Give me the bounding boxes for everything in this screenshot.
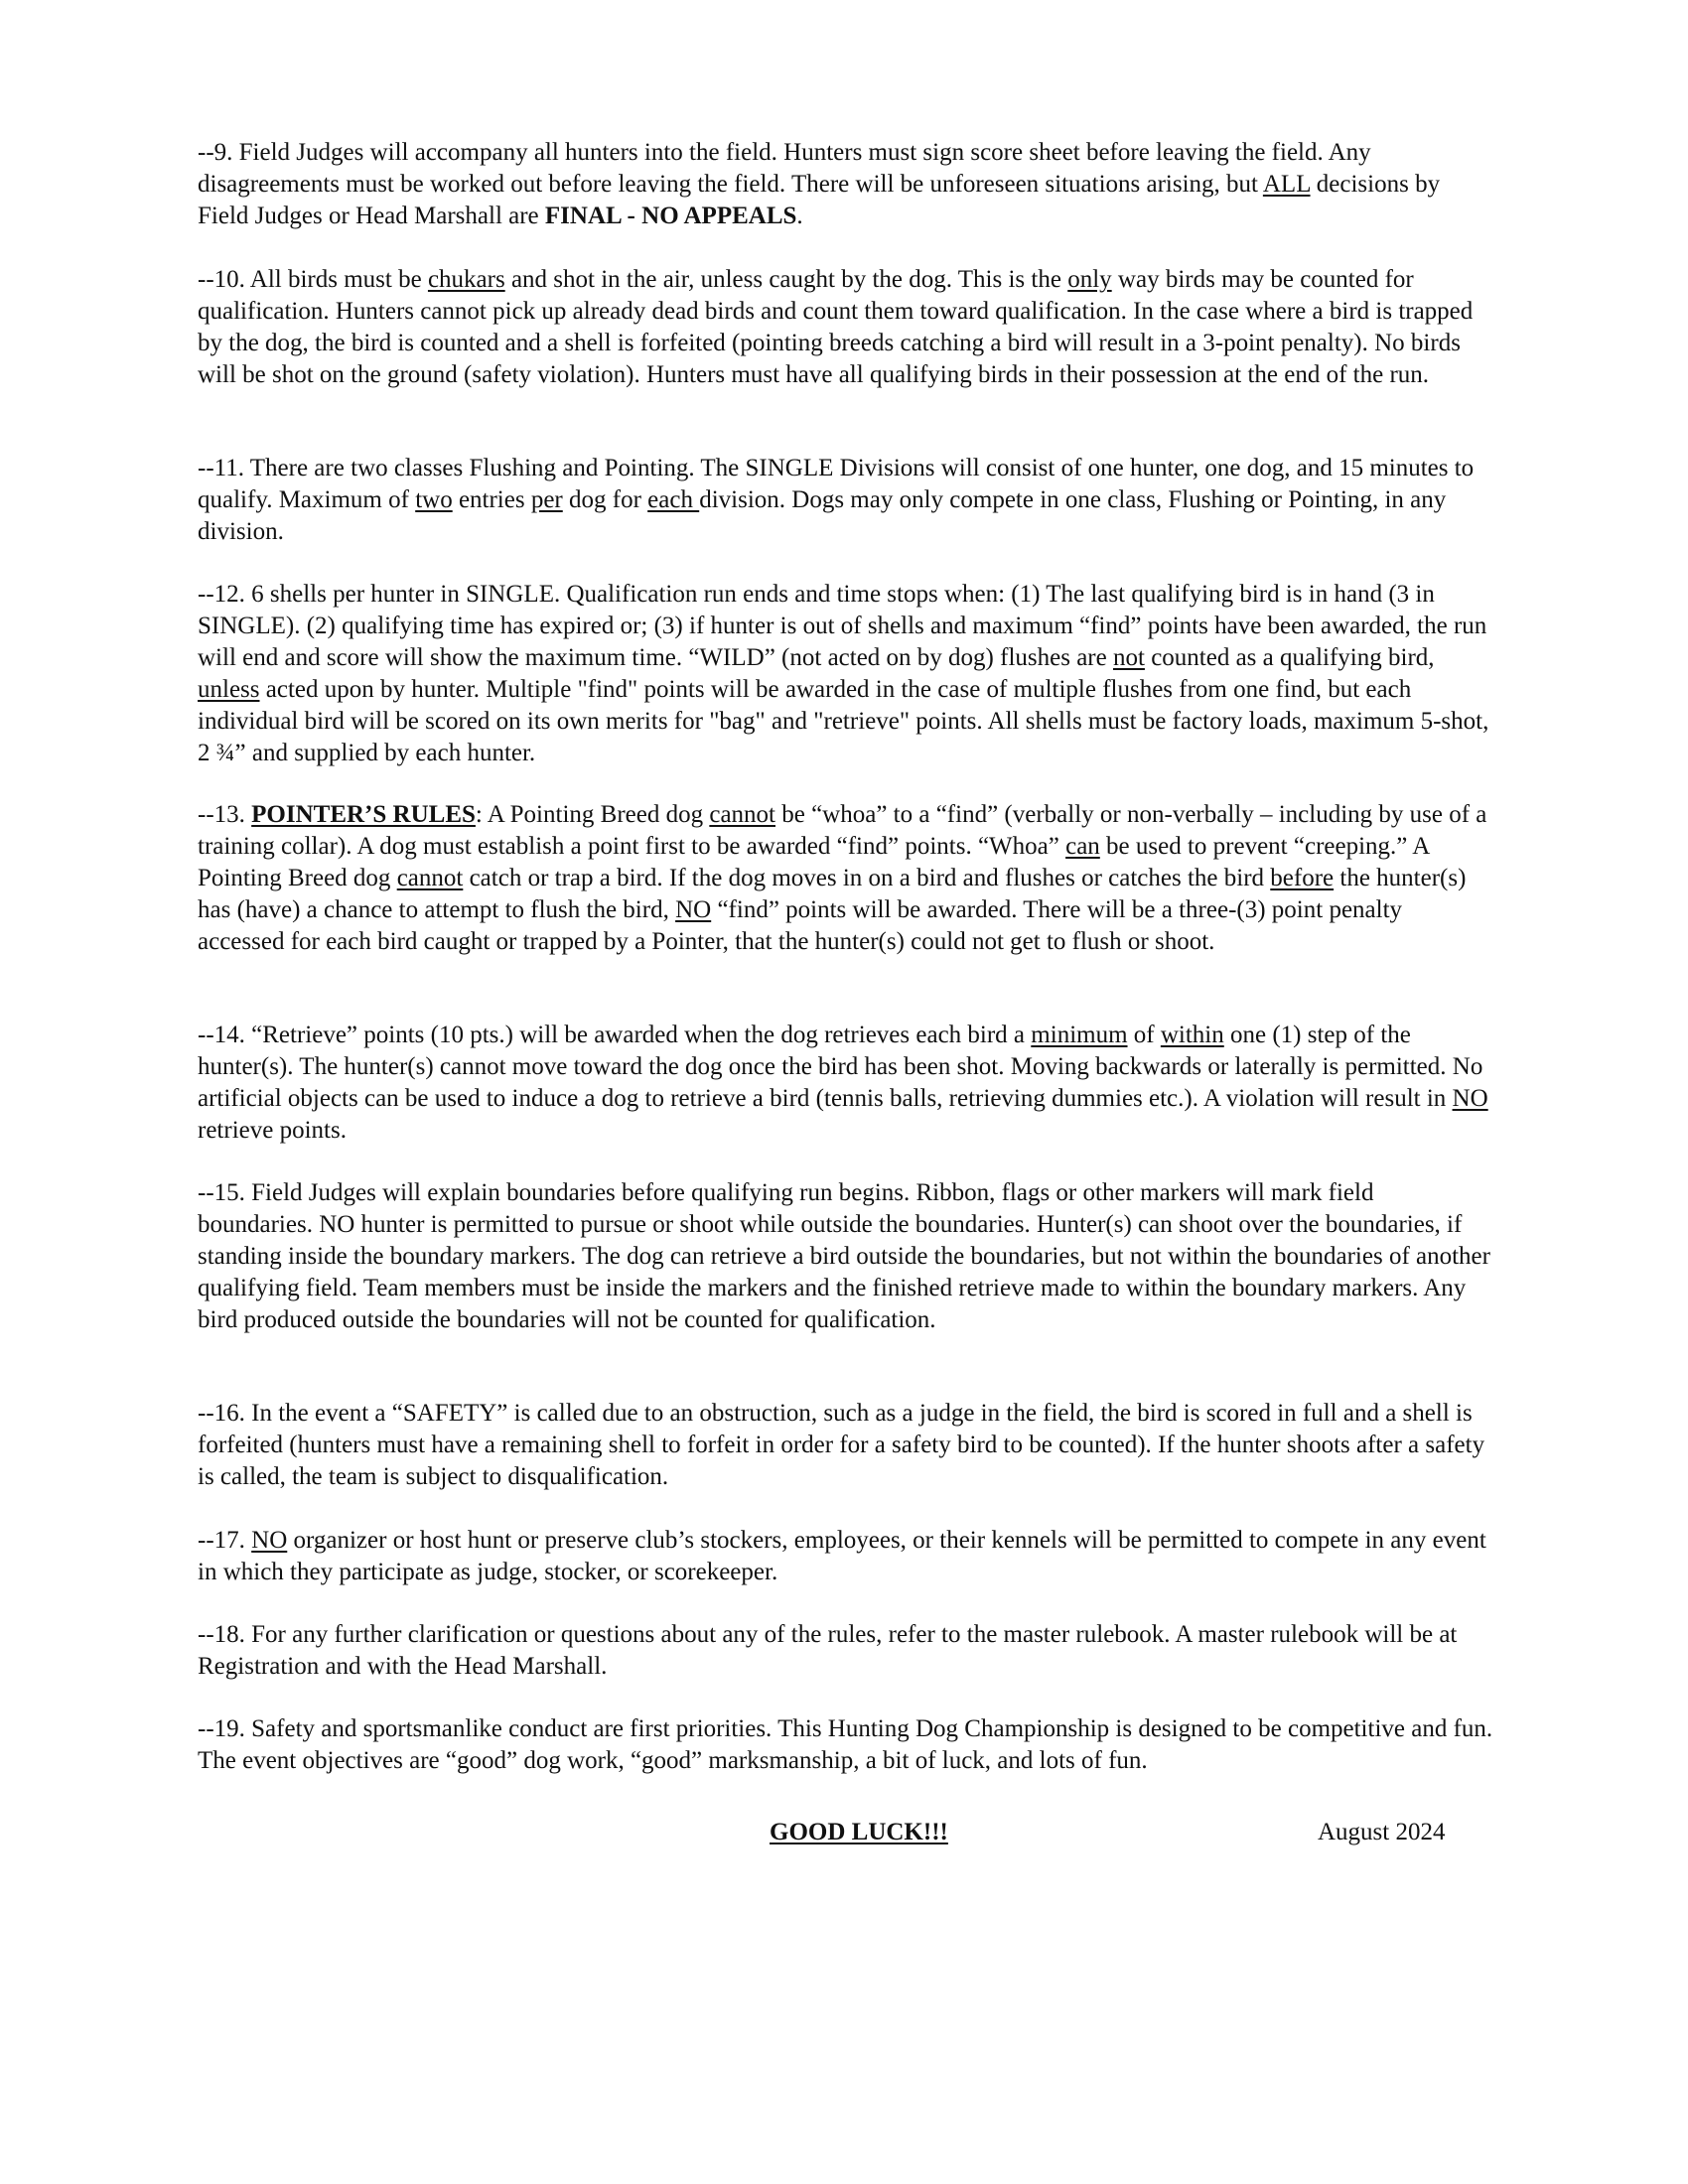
emphasis-text: per xyxy=(530,486,563,513)
rule-text: and shot in the air, unless caught by the dog. This is the xyxy=(504,266,1068,293)
rule-text: entries xyxy=(452,486,531,513)
rule-text: --12. 6 shells per hunter in SINGLE. Qualification run ends and time stops when: (1) The last qualifying bird is in hand (3 in SINGLE). (2) qualifying time has expired or; (3) if hunter is out of shells and maximum “find” points have been awarded, the run will end and score will show the maximum time. “WILD” (not acted on by dog) flushes are xyxy=(198,581,1487,671)
rule-19 xyxy=(198,1713,1493,1777)
rule-13 xyxy=(198,799,1493,958)
rule-text: be “whoa” to a “find” (verbally or non-verbally – including by use of a training collar). A dog must establish a point first to be awarded “find” points. “Whoa” xyxy=(198,801,1487,860)
rule-text: the hunter(s) has (have) a chance to attempt to flush the bird, xyxy=(198,865,1467,923)
emphasis-text: cannot xyxy=(709,801,775,828)
rule-text: of xyxy=(1127,1022,1161,1048)
emphasis-text: NO xyxy=(251,1527,288,1554)
emphasis-text: NO xyxy=(1452,1085,1488,1112)
emphasis-text: minimum xyxy=(1031,1022,1128,1048)
rule-9 xyxy=(198,137,1493,232)
rule-text: --16. In the event a “SAFETY” is called due to an obstruction, such as a judge in the field, the bird is scored in full and a shell is forfeited (hunters must have a remaining shell to forfeit in order for a safety bird to be counted). If the hunter shoots after a safety is called, the team is subject to disqualification. xyxy=(198,1400,1485,1490)
rule-text: : A Pointing Breed dog xyxy=(475,801,710,828)
rule-text: one (1) step of the hunter(s). The hunter(s) cannot move toward the dog once the bird has been shot. Moving backwards or laterally is permitted. No artificial objects can be used to induce a dog to retrieve a bird (tennis balls, retrieving dummies etc.). A violation will result in xyxy=(198,1022,1483,1112)
rule-14 xyxy=(198,1020,1493,1147)
emphasis-text: can xyxy=(1065,833,1100,860)
emphasis-text: cannot xyxy=(396,865,464,891)
emphasis-text: NO xyxy=(675,896,712,923)
emphasis-text: chukars xyxy=(427,266,505,293)
closing-line: GOOD LUCK!!! xyxy=(770,1819,948,1845)
rule-10 xyxy=(198,264,1493,391)
rule-text: --19. Safety and sportsmanlike conduct are first priorities. This Hunting Dog Championship is designed to be competitive and fun. The event objectives are “good” dog work, “good” marksmanship, a bit of luck, and lots of fun. xyxy=(198,1715,1493,1774)
footer xyxy=(0,1817,1688,1848)
rule-text: decisions by Field Judges or Head Marshall are xyxy=(198,171,1441,229)
rule-12 xyxy=(198,579,1493,769)
rule-text: division. Dogs may only compete in one class, Flushing or Pointing, in any division. xyxy=(198,486,1447,545)
rule-text: acted upon by hunter. Multiple "find" points will be awarded in the case of multiple flushes from one find, but each individual bird will be scored on its own merits for "bag" and "retrieve" points. All shells must be factory loads, maximum 5-shot, 2 ¾” and supplied by each hunter. xyxy=(198,676,1489,766)
emphasis-text: POINTER’S RULES xyxy=(251,801,476,828)
rule-text: --10. All birds must be xyxy=(198,266,428,293)
rule-text: --14. “Retrieve” points (10 pts.) will be awarded when the dog retrieves each bird a xyxy=(198,1022,1032,1048)
emphasis-text: each xyxy=(647,486,700,513)
emphasis-text: FINAL - NO APPEALS xyxy=(544,203,797,229)
rule-text: --17. xyxy=(198,1527,252,1554)
emphasis-text: not xyxy=(1112,644,1145,671)
emphasis-text: within xyxy=(1160,1022,1224,1048)
rule-15 xyxy=(198,1177,1493,1336)
rule-text: dog for xyxy=(562,486,648,513)
rule-text: organizer or host hunt or preserve club’s stockers, employees, or their kennels will be permitted to compete in any event in which they participate as judge, stocker, or scorekeeper. xyxy=(198,1527,1486,1585)
rule-text: --15. Field Judges will explain boundaries before qualifying run begins. Ribbon, flags or other markers will mark field boundaries. NO hunter is permitted to pursue or shoot while outside the boundaries. Hunter(s) can shoot over the boundaries, if standing inside the boundary markers. The dog can retrieve a bird outside the boundaries, but not within the boundaries of another qualifying field. Team members must be inside the markers and the finished retrieve made to within the boundary markers. Any bird produced outside the boundaries will not be counted for qualification. xyxy=(198,1179,1490,1333)
rule-17 xyxy=(198,1525,1493,1588)
emphasis-text: only xyxy=(1067,266,1112,293)
emphasis-text: unless xyxy=(198,676,260,703)
emphasis-text: ALL xyxy=(1262,171,1311,198)
rule-text: retrieve points. xyxy=(198,1117,347,1144)
rule-16 xyxy=(198,1398,1493,1493)
rule-text: --11. There are two classes Flushing and Pointing. The SINGLE Divisions will consist of one hunter, one dog, and 15 minutes to qualify. Maximum of xyxy=(198,455,1475,513)
rule-text: --13. xyxy=(198,801,252,828)
rule-text: catch or trap a bird. If the dog moves in on a bird and flushes or catches the bird xyxy=(463,865,1271,891)
rule-text: --18. For any further clarification or questions about any of the rules, refer to the master rulebook. A master rulebook will be at Registration and with the Head Marshall. xyxy=(198,1621,1458,1680)
rule-11 xyxy=(198,453,1493,548)
revision-date: August 2024 xyxy=(1318,1819,1446,1845)
rule-18 xyxy=(198,1619,1493,1683)
rule-text: be used to prevent “creeping.” A Pointing Breed dog xyxy=(198,833,1429,891)
rule-text: “find” points will be awarded. There will be a three-(3) point penalty accessed for each bird caught or trapped by a Pointer, that the hunter(s) could not get to flush or shoot. xyxy=(198,896,1403,955)
emphasis-text: before xyxy=(1270,865,1335,891)
rule-text: . xyxy=(796,203,803,229)
rule-text: counted as a qualifying bird, xyxy=(1144,644,1435,671)
rule-text: way birds may be counted for qualification. Hunters cannot pick up already dead birds and count them toward qualification. In the case where a bird is trapped by the dog, the bird is counted and a shell is forfeited (pointing breeds catching a bird will result in a 3-point penalty). No birds will be shot on the ground (safety violation). Hunters must have all qualifying birds in their possession at the end of the run. xyxy=(198,266,1474,388)
rule-text: --9. Field Judges will accompany all hunters into the field. Hunters must sign score sheet before leaving the field. Any disagreements must be worked out before leaving the field. There will be unforeseen situations arising, but xyxy=(198,139,1371,198)
emphasis-text: two xyxy=(415,486,453,513)
